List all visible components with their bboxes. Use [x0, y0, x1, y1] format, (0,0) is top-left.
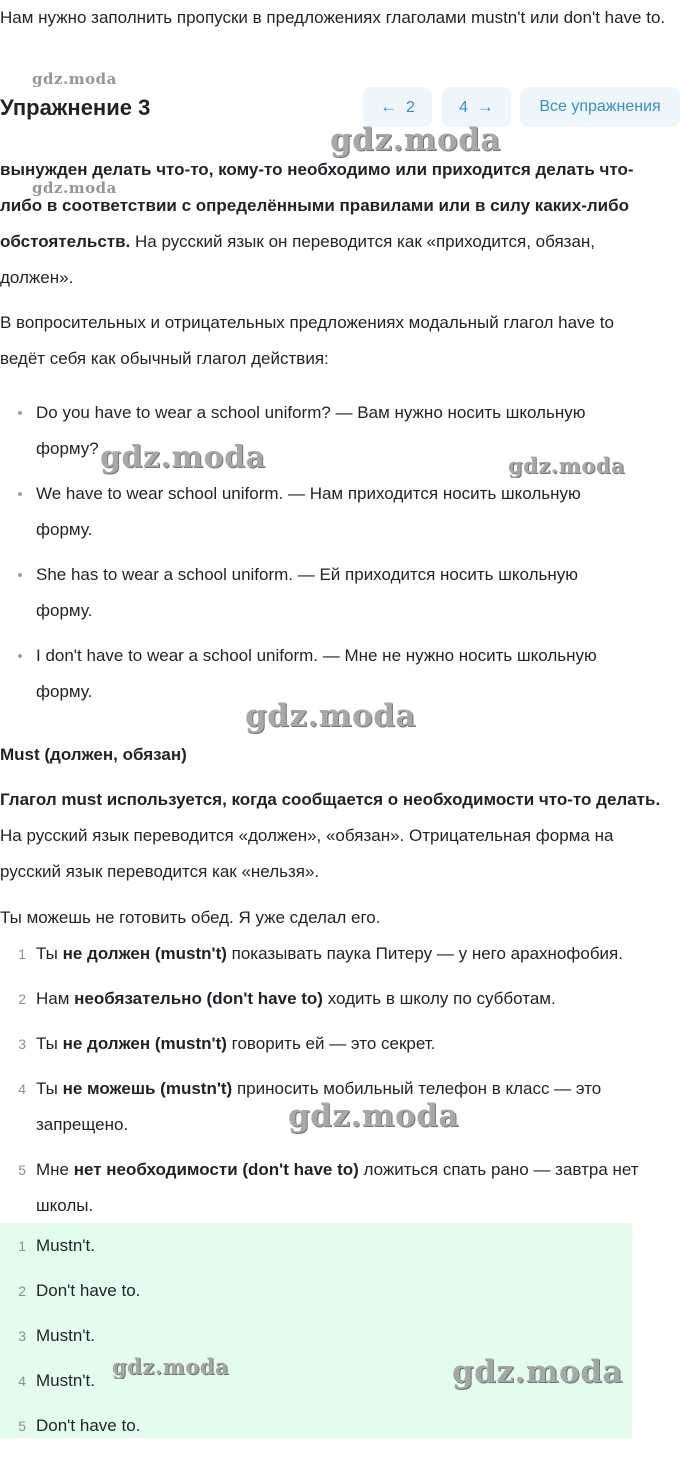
- task-item: Ты не можешь (mustn't) приносить мобильный телефон в класс — это: [36, 1079, 602, 1098]
- must-line-1: Глагол must используется, когда сообщается о необходимости что-то делать.: [0, 790, 661, 809]
- watermark: gdz.moda: [288, 1098, 459, 1134]
- answer-item: Mustn't.: [36, 1326, 95, 1345]
- bullet-dot: [18, 654, 22, 658]
- answer-number: 1: [18, 1238, 26, 1254]
- answer-number: 2: [18, 1283, 26, 1299]
- answer-item: Don't have to.: [36, 1281, 141, 1300]
- bullet-dot: [18, 573, 22, 577]
- must-line-2: На русский язык переводится «должен», «обязан». Отрицательная форма на: [0, 826, 614, 845]
- questions-line-1: В вопросительных и отрицательных предложениях модальный глагол have to: [0, 313, 614, 332]
- bullet-dot: [18, 411, 22, 415]
- next-exercise-button[interactable]: [442, 87, 511, 127]
- answer-number: 3: [18, 1328, 26, 1344]
- task-item-continued: школы.: [36, 1196, 94, 1215]
- watermark: gdz.moda: [112, 1354, 230, 1379]
- example-sentence: Ты можешь не готовить обед. Я уже сделал его.: [0, 908, 381, 927]
- answer-item: Mustn't.: [36, 1236, 95, 1255]
- arrow-left-icon: ←: [380, 97, 398, 116]
- all-exercises-button[interactable]: Все упражнения: [520, 87, 680, 127]
- task-item: Ты не должен (mustn't) говорить ей — это секрет.: [36, 1034, 436, 1053]
- answers-block: [0, 1223, 632, 1438]
- have-to-line-1: вынужден делать что-то, кому-то необходимо или приходится делать что-: [0, 160, 634, 179]
- watermark: gdz.moda: [32, 70, 117, 88]
- list-item: We have to wear school uniform. — Нам приходится носить школьную: [36, 484, 581, 503]
- must-heading: Must (должен, обязан): [0, 745, 187, 764]
- watermark: gdz.moda: [508, 453, 626, 478]
- have-to-line-4: должен».: [0, 268, 74, 287]
- watermark: gdz.moda: [452, 1354, 623, 1390]
- list-item-continued: форму?: [36, 439, 99, 458]
- watermark: gdz.moda: [330, 122, 501, 158]
- task-number: 4: [18, 1081, 26, 1097]
- next-exercise-label: 4: [459, 99, 468, 116]
- arrow-right-icon: →: [476, 97, 494, 116]
- task-item: Ты не должен (mustn't) показывать паука Питеру — у него арахнофобия.: [36, 944, 623, 963]
- task-item: Нам необязательно (don't have to) ходить в школу по субботам.: [36, 989, 556, 1008]
- list-item: She has to wear a school uniform. — Ей приходится носить школьную: [36, 565, 578, 584]
- list-item-continued: форму.: [36, 682, 93, 701]
- task-item: Мне нет необходимости (don't have to) ложиться спать рано — завтра нет: [36, 1160, 639, 1179]
- answer-item: Mustn't.: [36, 1371, 95, 1390]
- task-number: 5: [18, 1162, 26, 1178]
- watermark: gdz.moda: [32, 179, 117, 197]
- task-item-continued: запрещено.: [36, 1115, 129, 1134]
- answer-item: Don't have to.: [36, 1416, 141, 1435]
- list-item: Do you have to wear a school uniform? — Вам нужно носить школьную: [36, 403, 586, 422]
- watermark: gdz.moda: [100, 440, 266, 475]
- task-number: 1: [18, 946, 26, 962]
- page-title: Упражнение 3: [0, 95, 151, 120]
- answer-number: 4: [18, 1373, 26, 1389]
- list-item-continued: форму.: [36, 520, 93, 539]
- watermark: gdz.moda: [245, 698, 416, 734]
- have-to-line-3: обстоятельств. На русский язык он переводится как «приходится, обязан,: [0, 232, 596, 251]
- prev-exercise-label: 2: [405, 99, 415, 116]
- intro-text: Нам нужно заполнить пропуски в предложениях глаголами mustn't или don't have to.: [0, 8, 666, 27]
- task-number: 2: [18, 991, 26, 1007]
- list-item: I don't have to wear a school uniform. — Мне не нужно носить школьную: [36, 646, 597, 665]
- have-to-line-2: либо в соответствии с определёнными правилами или в силу каких-либо: [0, 196, 629, 215]
- prev-exercise-button[interactable]: [363, 87, 432, 127]
- answer-number: 5: [18, 1418, 26, 1434]
- must-line-3: русский язык переводится как «нельзя».: [0, 862, 320, 881]
- questions-line-2: ведёт себя как обычный глагол действия:: [0, 349, 329, 368]
- bullet-dot: [18, 492, 22, 496]
- task-number: 3: [18, 1036, 26, 1052]
- list-item-continued: форму.: [36, 601, 93, 620]
